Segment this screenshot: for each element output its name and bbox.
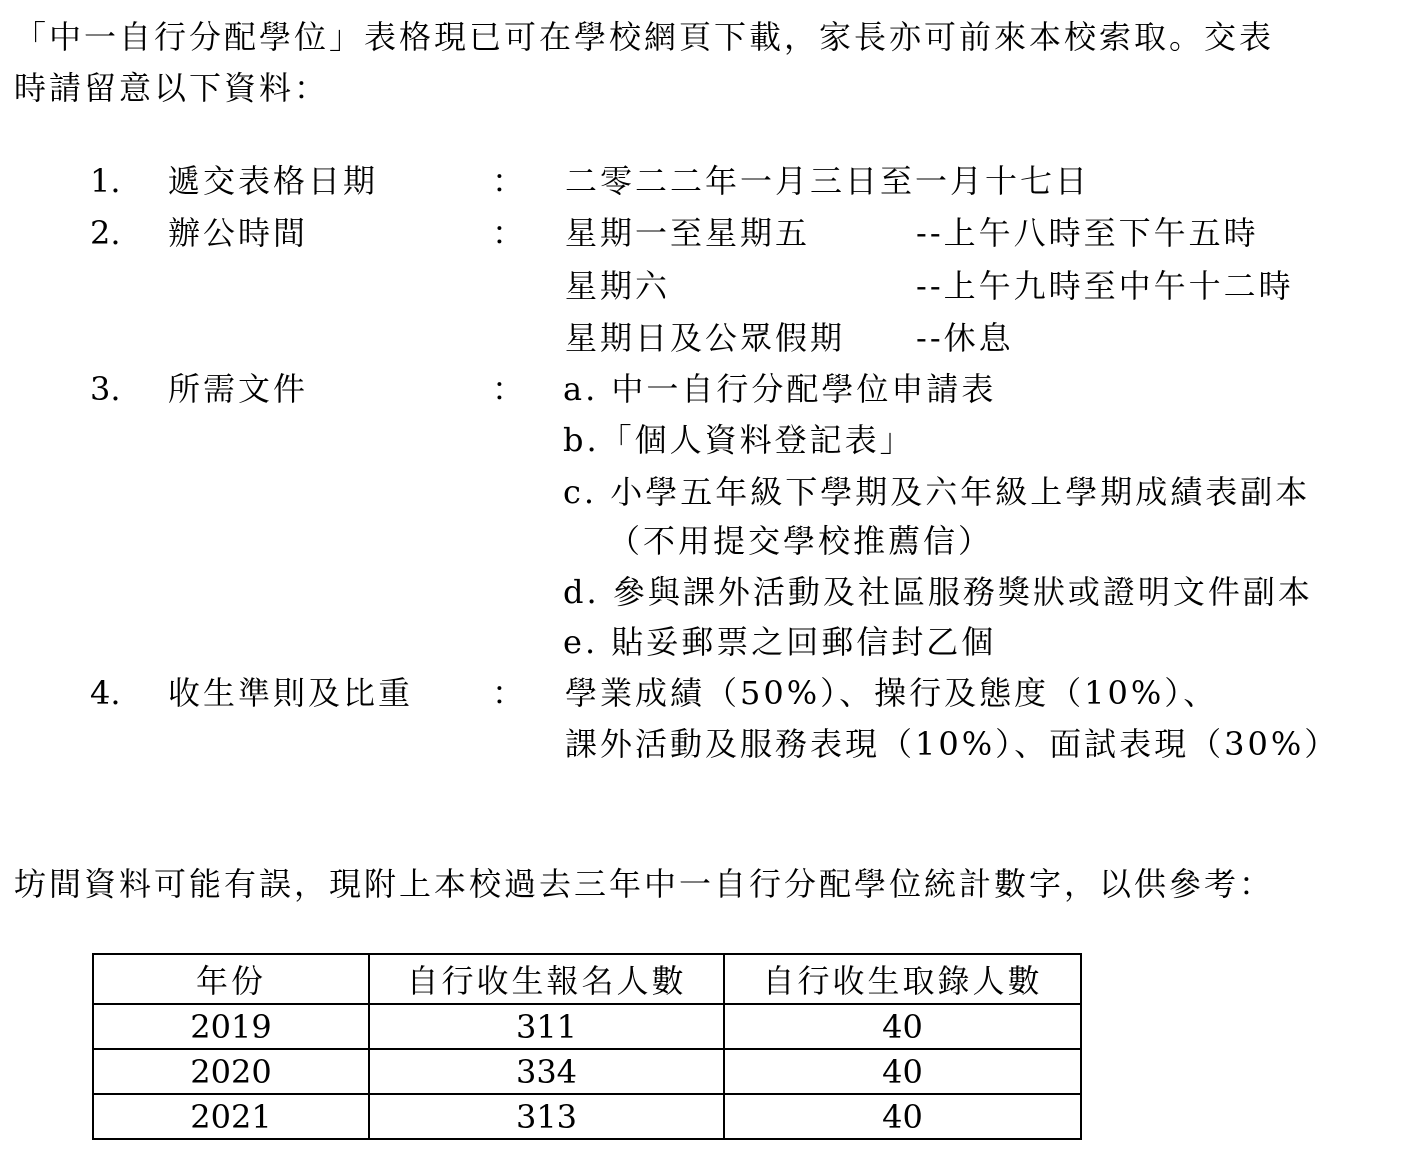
cell-year: 2020 <box>93 1049 369 1094</box>
table-row <box>93 1049 1081 1094</box>
submission-date-value: 二零二二年一月三日至一月十七日 <box>565 162 1091 200</box>
header-applicants: 自行收生報名人數 <box>369 954 724 1004</box>
criteria-line: 學業成績（50%）、操行及態度（10%）、 <box>565 674 1219 712</box>
table-row <box>93 1094 1081 1139</box>
cell-admitted: 40 <box>724 1094 1081 1139</box>
office-hours-time: --上午九時至中午十二時 <box>916 267 1294 305</box>
office-hours-day: 星期六 <box>565 267 671 305</box>
item-label-office-hours: 辦公時間 <box>168 214 309 252</box>
cell-applicants: 313 <box>369 1094 724 1139</box>
item-label-admission-criteria: 收生準則及比重 <box>168 674 414 712</box>
item-number: 4. <box>90 674 121 712</box>
office-hours-day: 星期一至星期五 <box>565 214 811 252</box>
cell-admitted: 40 <box>724 1049 1081 1094</box>
document-item: e. 貼妥郵票之回郵信封乙個 <box>563 623 997 661</box>
cell-applicants: 311 <box>369 1004 724 1049</box>
cell-admitted: 40 <box>724 1004 1081 1049</box>
item-colon: ： <box>492 674 525 712</box>
office-hours-day: 星期日及公眾假期 <box>565 319 846 357</box>
header-admitted: 自行收生取錄人數 <box>724 954 1081 1004</box>
document-item-note: （不用提交學校推薦信） <box>608 522 994 560</box>
header-year: 年份 <box>93 954 369 1004</box>
cell-year: 2019 <box>93 1004 369 1049</box>
admission-statistics-table <box>92 953 1082 1140</box>
cell-applicants: 334 <box>369 1049 724 1094</box>
item-number: 1. <box>90 162 121 200</box>
criteria-line: 課外活動及服務表現（10%）、面試表現（30%） <box>565 725 1340 763</box>
item-colon: ： <box>492 162 525 200</box>
document-item: d. 參與課外活動及社區服務獎狀或證明文件副本 <box>563 573 1313 611</box>
office-hours-time: --上午八時至下午五時 <box>916 214 1259 252</box>
document-item: b.「個人資料登記表」 <box>563 421 915 459</box>
cell-year: 2021 <box>93 1094 369 1139</box>
item-label-required-documents: 所需文件 <box>168 370 309 408</box>
item-number: 3. <box>90 370 121 408</box>
intro-line-2: 時請留意以下資料： <box>14 69 330 107</box>
item-colon: ： <box>492 214 525 252</box>
intro-line-1: 「中一自行分配學位」表格現已可在學校網頁下載，家長亦可前來本校索取。交表 <box>14 18 1275 56</box>
item-number: 2. <box>90 214 121 252</box>
table-header-row <box>93 954 1081 1004</box>
statistics-note: 坊間資料可能有誤，現附上本校過去三年中一自行分配學位統計數字，以供參考： <box>14 865 1275 903</box>
table-row <box>93 1004 1081 1049</box>
item-label-submission-date: 遞交表格日期 <box>168 162 379 200</box>
document-item: a. 中一自行分配學位申請表 <box>563 370 997 408</box>
document-item: c. 小學五年級下學期及六年級上學期成績表副本 <box>563 473 1311 511</box>
office-hours-time: --休息 <box>916 319 1014 357</box>
item-colon: ： <box>492 370 525 408</box>
